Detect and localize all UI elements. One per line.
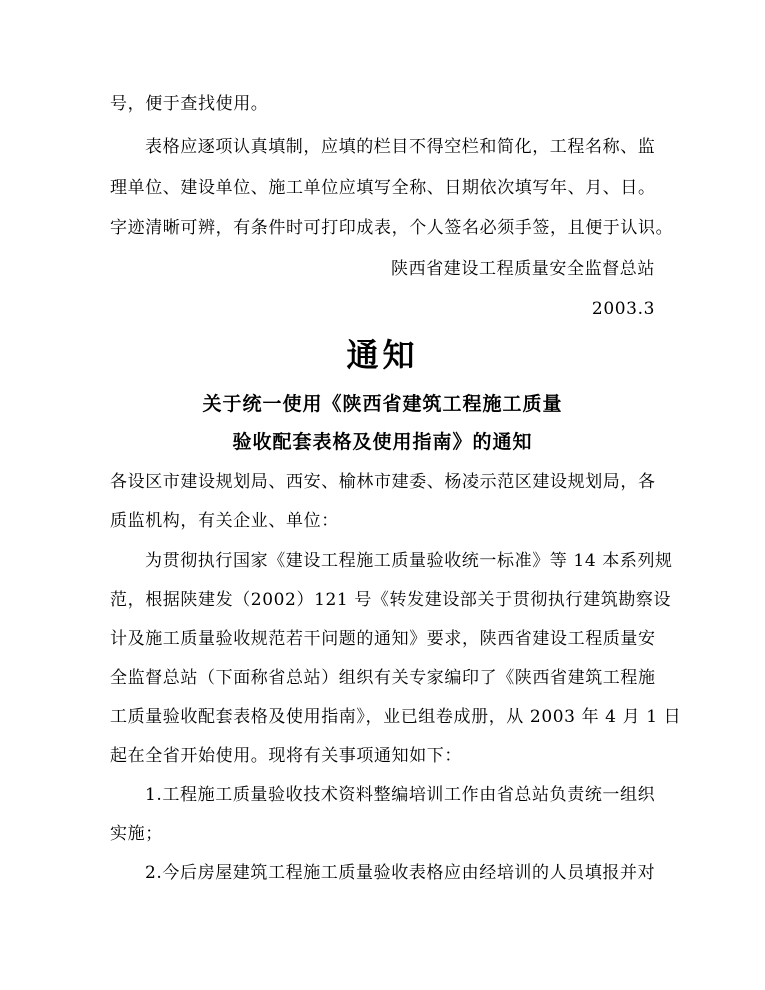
- paragraph-1-line-3: 计及施工质量验收规范若干问题的通知》要求，陕西省建设工程质量安: [110, 629, 656, 649]
- intro-line-1: 号，便于查找使用。: [110, 94, 269, 114]
- item-2-line-1: 2.今后房屋建筑工程施工质量验收表格应由经培训的人员填报并对: [145, 863, 656, 883]
- signature-org: 陕西省建设工程质量安全监督总站: [391, 259, 655, 279]
- notice-subtitle-line-1: 关于统一使用《陕西省建筑工程施工质量: [202, 393, 563, 415]
- addressee-line-2: 质监机构，有关企业、单位：: [110, 511, 339, 531]
- paragraph-1-line-5: 工质量验收配套表格及使用指南》，业已组卷成册，从 2003 年 4 月 1 日: [110, 707, 682, 727]
- intro-line-3: 理单位、建设单位、施工单位应填写全称、日期依次填写年、月、日。: [110, 178, 656, 198]
- item-1-line-1: 1.工程施工质量验收技术资料整编培训工作由省总站负责统一组织: [145, 785, 656, 805]
- addressee-line-1: 各设区市建设规划局、西安、榆林市建委、杨凌示范区建设规划局，各: [110, 472, 656, 492]
- paragraph-1-line-2: 范，根据陕建发（2002）121 号《转发建设部关于贯彻执行建筑勘察设: [110, 590, 672, 610]
- notice-subtitle-line-2: 验收配套表格及使用指南》的通知: [232, 431, 533, 453]
- notice-title: 通知: [346, 336, 419, 374]
- signature-date: 2003.3: [591, 299, 655, 319]
- paragraph-1-line-6: 起在全省开始使用。现将有关事项通知如下：: [110, 746, 462, 766]
- paragraph-1-line-1: 为贯彻执行国家《建设工程施工质量验收统一标准》等 14 本系列规: [145, 551, 673, 571]
- intro-line-4: 字迹清晰可辨，有条件时可打印成表，个人签名必须手签，且便于认识。: [110, 218, 674, 238]
- item-1-line-2: 实施；: [110, 824, 163, 844]
- paragraph-1-line-4: 全监督总站（下面称省总站）组织有关专家编印了《陕西省建筑工程施: [110, 668, 656, 688]
- intro-line-2: 表格应逐项认真填制，应填的栏目不得空栏和简化，工程名称、监: [145, 137, 656, 157]
